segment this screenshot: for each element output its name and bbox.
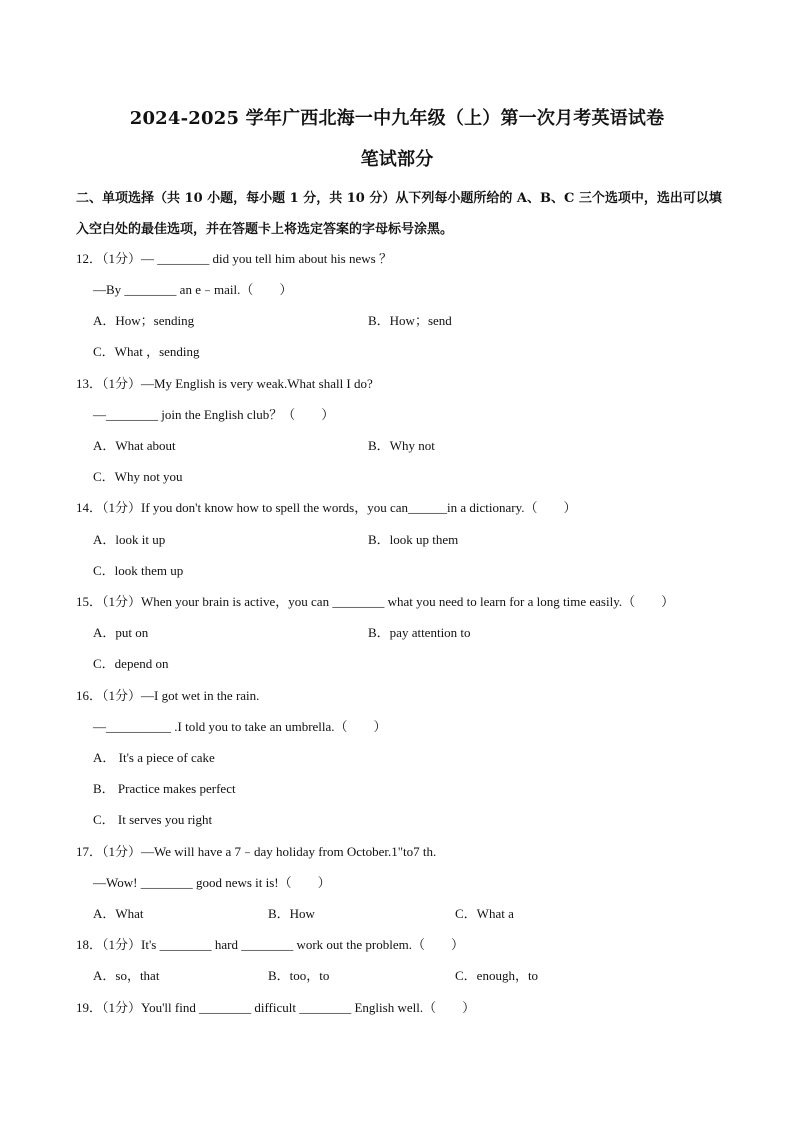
question-17-option-b: B．How — [268, 906, 315, 921]
question-15-option-c: C．depend on — [93, 656, 169, 671]
question-18-stem: 18．（1分）It's ________ hard ________ work out the problem.（ ） — [76, 937, 464, 952]
question-17-option-a: A．What — [93, 906, 144, 921]
question-12-stem: 12．（1分）— ________ did you tell him about his news ？ — [76, 251, 392, 266]
question-16-option-c: C． It serves you right — [93, 812, 213, 827]
section-instructions: 二、单项选择（共 10 小题，每小题 1 分，共 10 分）从下列每小题所给的 A、B、C 三个选项中，选出可以填入空白处的最佳选项，并在答题卡上将选定答案的字母标号涂黑。 — [76, 191, 722, 237]
question-16-option-b: B． Practice makes perfect — [93, 781, 236, 796]
question-14-option-b: B．look up them — [368, 532, 459, 547]
question-17-stem-reply: —Wow! ________ good news it is!（ ） — [93, 875, 331, 890]
question-15-stem: 15．（1分）When your brain is active，you can ________ what you need to learn for a long time easily.（ ） — [76, 594, 675, 609]
question-12-stem-reply: —By ________ an e﹣mail.（ ） — [93, 282, 293, 297]
question-12-option-b: B．How；send — [368, 313, 452, 328]
question-18-option-a: A．so，that — [93, 968, 160, 983]
question-12-option-c: C．What ，sending — [93, 344, 200, 359]
exam-title: 2024-2025 学年广西北海一中九年级（上）第一次月考英语试卷 — [129, 108, 665, 129]
question-17-stem: 17．（1分）—We will have a 7﹣day holiday from October.1"to7 th. — [76, 844, 437, 859]
question-16-stem: 16．（1分）—I got wet in the rain. — [76, 688, 260, 703]
question-18-option-b: B．too，to — [268, 968, 330, 983]
question-12-option-a: A．How；sending — [93, 313, 195, 328]
question-15-option-a: A．put on — [93, 625, 149, 640]
question-13-option-b: B．Why not — [368, 438, 435, 453]
question-18-option-c: C．enough，to — [455, 968, 539, 983]
question-16-option-a: A． It's a piece of cake — [93, 750, 215, 765]
question-13-stem: 13．（1分）—My English is very weak.What shall I do? — [76, 376, 373, 391]
question-17-option-c: C．What a — [455, 906, 514, 921]
exam-subtitle: 笔试部分 — [360, 149, 434, 170]
question-14-option-c: C．look them up — [93, 563, 184, 578]
question-14-option-a: A．look it up — [93, 532, 166, 547]
question-15-option-b: B．pay attention to — [368, 625, 471, 640]
question-13-stem-reply: —________ join the English club？（ ） — [93, 407, 335, 422]
question-13-option-c: C．Why not you — [93, 469, 183, 484]
question-13-option-a: A．What about — [93, 438, 176, 453]
question-16-stem-reply: —__________ .I told you to take an umbrella.（ ） — [93, 719, 387, 734]
question-19-stem: 19．（1分）You'll find ________ difficult ________ English well.（ ） — [76, 1000, 476, 1015]
question-14-stem: 14．（1分）If you don't know how to spell the words，you can______in a dictionary.（ ） — [76, 500, 577, 515]
